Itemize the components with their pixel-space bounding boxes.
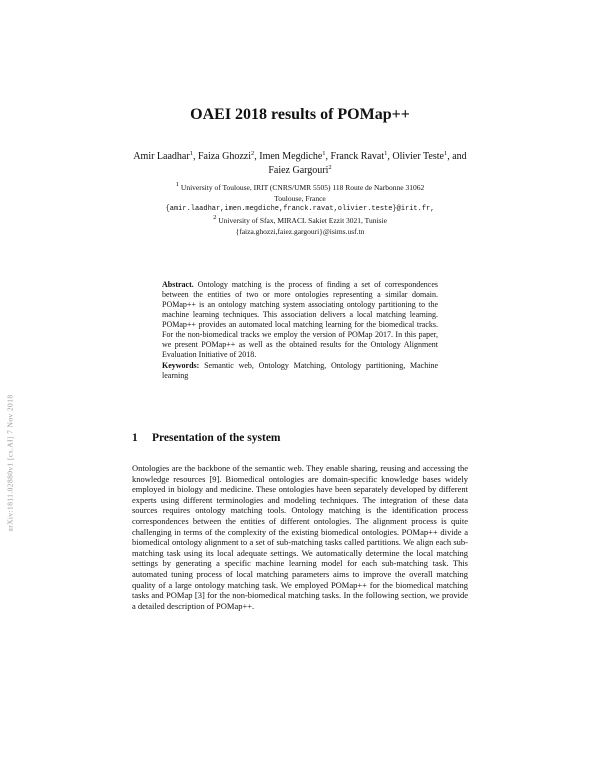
affiliation-2-mark: 2: [213, 214, 217, 221]
author-affiliation-mark: 1: [384, 150, 388, 157]
author-name: Amir Laadhar: [133, 151, 190, 162]
affiliation-2-line-1: [130, 215, 470, 226]
author-affiliation-mark: 1: [189, 150, 193, 157]
paper-title: OAEI 2018 results of POMap++: [190, 106, 410, 123]
abstract: [162, 280, 438, 360]
affiliations-block: [130, 182, 470, 237]
author-list: [128, 150, 472, 178]
author-separator: , and: [447, 151, 467, 162]
author-name: Faiez Gargouri: [268, 165, 329, 176]
author-separator: ,: [387, 151, 393, 162]
author-name: Olivier Teste: [392, 151, 444, 162]
keywords: [162, 361, 438, 381]
author-affiliation-mark: 2: [328, 164, 332, 171]
author-affiliation-mark: 1: [322, 150, 326, 157]
author-name: Franck Ravat: [330, 151, 385, 162]
abstract-text: Ontology matching is the process of finding a set of correspondences between the entities of two or more ontologies representing a similar domain. POMap++ is an ontology matching system associating ontology partitioning to the machine learning techniques. This association delivers a local matching learning. POMap++ provides an automated local matching learning for the biomedical tracks. For the non-biomedical tracks we employ the version of POMap 2017. In this paper, we present POMap++ as well as the obtained results for the Ontology Alignment Evaluation Initiative of 2018.: [162, 280, 438, 359]
body-paragraph: Ontologies are the backbone of the semantic web. They enable sharing, reusing and accessing the knowledge resources [9]. Biomedical ontologies are domain-specific knowledge bases widely employed in biology and medicine. These ontologies have been separately developed by different experts using different terminologies and modeling techniques. The integration of these data sources requires ontology matching tools. Ontology matching is the identification process correspondences between the entities of different ontologies. The alignment process is quite challenging in terms of the complexity of the existing biomedical ontologies. POMap++ divide a biomedical ontology alignment to a set of sub-matching tasks called partitions. We align each sub-matching task using its local adequate settings. We automatically determine the local matching settings by generating a specific machine learning model for each sub-matching task. This automated tuning process of local matching parameters aims to improve the overall matching quality of a large ontology matching task. We employed POMap++ for the biomedical matching tasks and POMap [3] for the non-biomedical matching tasks. In the following section, we provide a detailed description of POMap++.: [132, 463, 468, 611]
arxiv-identifier-text: arXiv:1811.02880v1 [cs.AI] 7 Nov 2018: [5, 394, 15, 532]
author-name: Faiza Ghozzi: [197, 151, 251, 162]
affiliation-1-mark: 1: [175, 181, 180, 188]
affiliation-1-institution: University of Toulouse, IRIT (CNRS/UMR 5505) 118 Route de Narbonne 31062: [180, 183, 425, 192]
author-affiliation-mark: 2: [250, 150, 255, 157]
keywords-text: Semantic web, Ontology Matching, Ontology partitioning, Machine learning: [162, 361, 438, 380]
author-separator: ,: [325, 151, 331, 162]
abstract-label: Abstract.: [162, 280, 194, 289]
affiliation-2-emails: {faiza.ghozzi,faiez.gargouri}@isims.usf.tn: [235, 227, 365, 236]
affiliation-1-line-1: [130, 182, 470, 193]
author-name: Imen Megdiche: [259, 151, 323, 162]
author-separator: ,: [254, 151, 260, 162]
section-number: 1: [132, 432, 138, 444]
author-separator: ,: [192, 151, 198, 162]
affiliation-1-emails: {amir.laadhar,imen.megdiche,franck.ravat,olivier.teste}@irit.fr,: [165, 205, 435, 213]
affiliation-2-institution: University of Sfax, MIRACL Sakiet Ezzit 3021, Tunisie: [218, 216, 387, 225]
arxiv-identifier-stamp: [4, 348, 16, 578]
author-affiliation-mark: 1: [443, 150, 448, 157]
section-heading: [132, 432, 281, 444]
keywords-label: Keywords:: [162, 361, 200, 370]
section-title: Presentation of the system: [152, 432, 281, 444]
affiliation-1-line-2: Toulouse, France: [274, 194, 326, 203]
